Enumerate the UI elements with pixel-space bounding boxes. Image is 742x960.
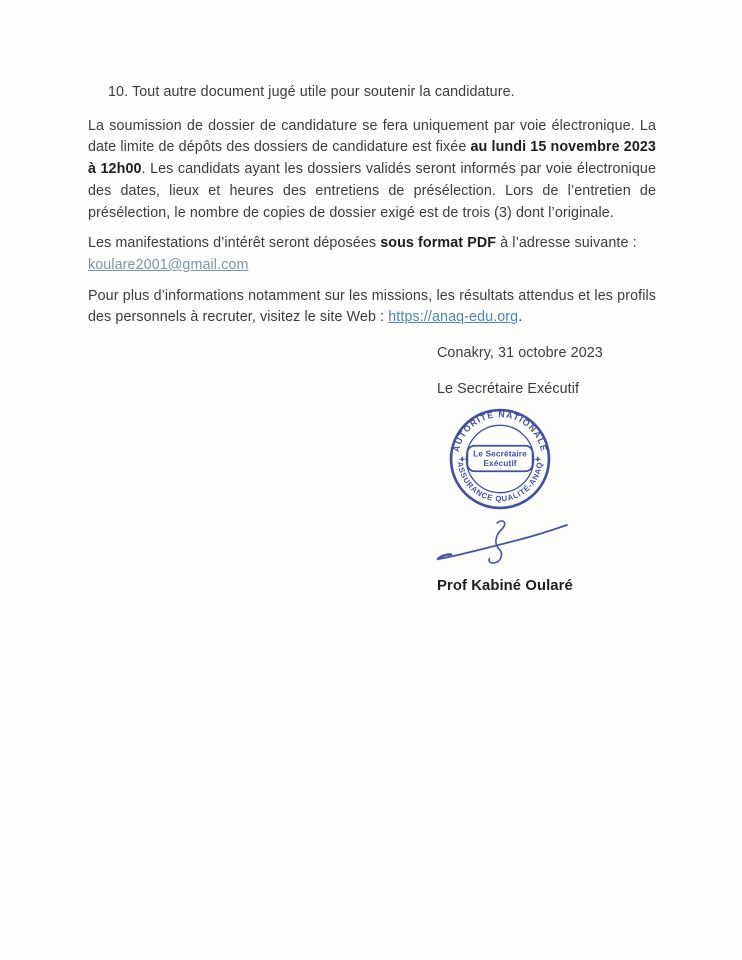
email-line [88,255,656,277]
stamp-seal-icon [449,408,551,510]
place-date: Conakry, 31 octobre 2023 [437,345,603,362]
paragraph-informations-period: . [518,309,523,326]
handwritten-signature [433,516,573,568]
list-item-10: 10. Tout autre document jugé utile pour soutenir la candidature. [108,84,515,100]
paragraph-submission-text-1: La soumission de dossier de candidature se fera uniquement par voie électronique. La date limite de dépôts des dossiers de candidature est fixée [88,117,656,156]
email-link[interactable]: koulare2001@gmail.com [88,256,249,273]
website-link[interactable]: https://anaq-edu.org [388,309,519,326]
stamp-center-line2: Exécutif [483,458,517,469]
stamp-star-left-icon [458,456,466,462]
signature-block [437,343,656,598]
paragraph-informations [88,286,656,329]
official-stamp [449,408,551,510]
paragraph-submission [88,116,656,225]
stamp-star-right-icon [534,456,542,462]
stamp-arc-top-text: AUTORITÉ NATIONALE [450,409,550,454]
signature-stroke-icon [433,516,573,568]
deadline-bold-text: au lundi 15 novembre 2023 à 12h00 [88,139,656,178]
paragraph-submission-text-2: . Les candidats ayant les dossiers validés seront informés par voie électronique des dates, lieux et heures des entretiens de présélection. Lors de l’entretien de présélection, le nombre de copies de dossier exigé est de trois (3) dont l’originale. [88,161,656,221]
pdf-format-bold-text: sous format PDF [380,235,497,252]
letter-content [88,82,656,598]
paragraph-manifestations-text-2: à l’adresse suivante : [496,235,637,252]
signer-name: Prof Kabiné Oularé [437,578,573,595]
paragraph-manifestations [88,233,656,255]
signer-title: Le Secrétaire Exécutif [437,380,580,397]
paragraph-informations-text: Pour plus d’informations notamment sur les missions, les résultats attendus et les profils des personnels à recruter, visitez le site Web : [88,287,656,326]
paragraph-manifestations-text-1: Les manifestations d’intérêt seront déposées [88,235,381,252]
stamp-center-line1: Le Secrétaire [473,448,527,459]
stamp-arc-bottom-text: ASSURANCE QUALITÉ-ANAQ [455,461,545,504]
